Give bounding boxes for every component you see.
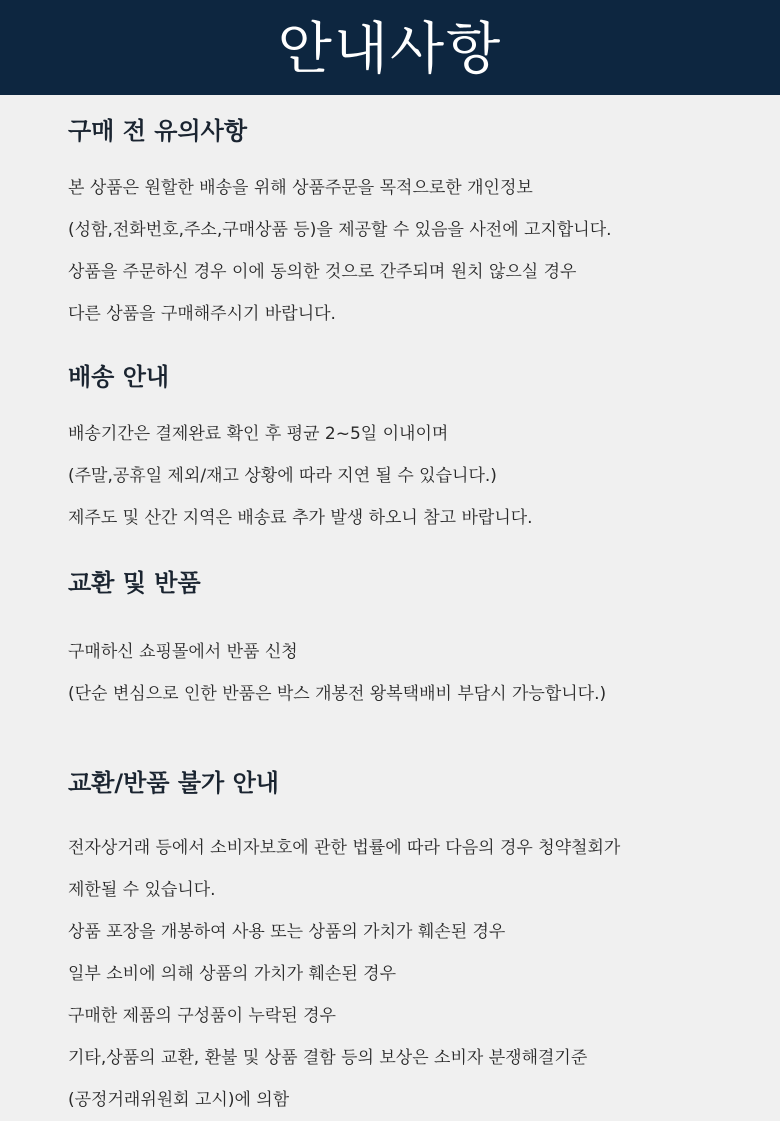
body-line: 본 상품은 원할한 배송을 위해 상품주문을 목적으로한 개인정보 (68, 178, 533, 198)
body-line: 배송기간은 결제완료 확인 후 평균 2~5일 이내이며 (68, 424, 449, 444)
section-title: 배송 안내 (68, 363, 170, 391)
notice-content (0, 95, 780, 1121)
section-title: 교환/반품 불가 안내 (68, 769, 279, 797)
body-line: 일부 소비에 의해 상품의 가치가 훼손된 경우 (68, 964, 397, 984)
body-line: 구매하신 쇼핑몰에서 반품 신청 (68, 642, 298, 662)
section-body (68, 395, 720, 539)
section-title: 교환 및 반품 (68, 569, 201, 597)
body-line: 상품을 주문하신 경우 이에 동의한 것으로 간주되며 원치 않으실 경우 (68, 262, 577, 282)
section-purchase-precautions (68, 95, 720, 335)
section-title: 구매 전 유의사항 (68, 117, 247, 145)
body-line: (단순 변심으로 인한 반품은 박스 개봉전 왕복택배비 부담시 가능합니다.) (68, 684, 607, 704)
body-line: 구매한 제품의 구성품이 누락된 경우 (68, 1006, 336, 1026)
body-line: 다른 상품을 구매해주시기 바랍니다. (68, 304, 336, 324)
body-line: 제주도 및 산간 지역은 배송료 추가 발생 하오니 참고 바랍니다. (68, 508, 533, 528)
section-body (68, 601, 720, 715)
header-banner (0, 0, 780, 95)
body-line: 기타,상품의 교환, 환불 및 상품 결함 등의 보상은 소비자 분쟁해결기준 (68, 1048, 588, 1068)
body-line: (성함,전화번호,주소,구매상품 등)을 제공할 수 있음을 사전에 고지합니다. (68, 220, 612, 240)
body-line: 전자상거래 등에서 소비자보호에 관한 법률에 따라 다음의 경우 청약철회가 (68, 838, 621, 858)
page-title: 안내사항 (277, 16, 503, 82)
section-exchange-return (68, 539, 720, 715)
section-body (68, 149, 720, 335)
body-line: (주말,공휴일 제외/재고 상황에 따라 지연 될 수 있습니다.) (68, 466, 497, 486)
section-delivery-info (68, 335, 720, 539)
body-line: 상품 포장을 개봉하여 사용 또는 상품의 가치가 훼손된 경우 (68, 922, 506, 942)
section-body (68, 801, 720, 1121)
section-no-exchange-return (68, 715, 720, 1121)
body-line: 제한될 수 있습니다. (68, 880, 216, 900)
body-line: (공정거래위원회 고시)에 의함 (68, 1090, 290, 1110)
